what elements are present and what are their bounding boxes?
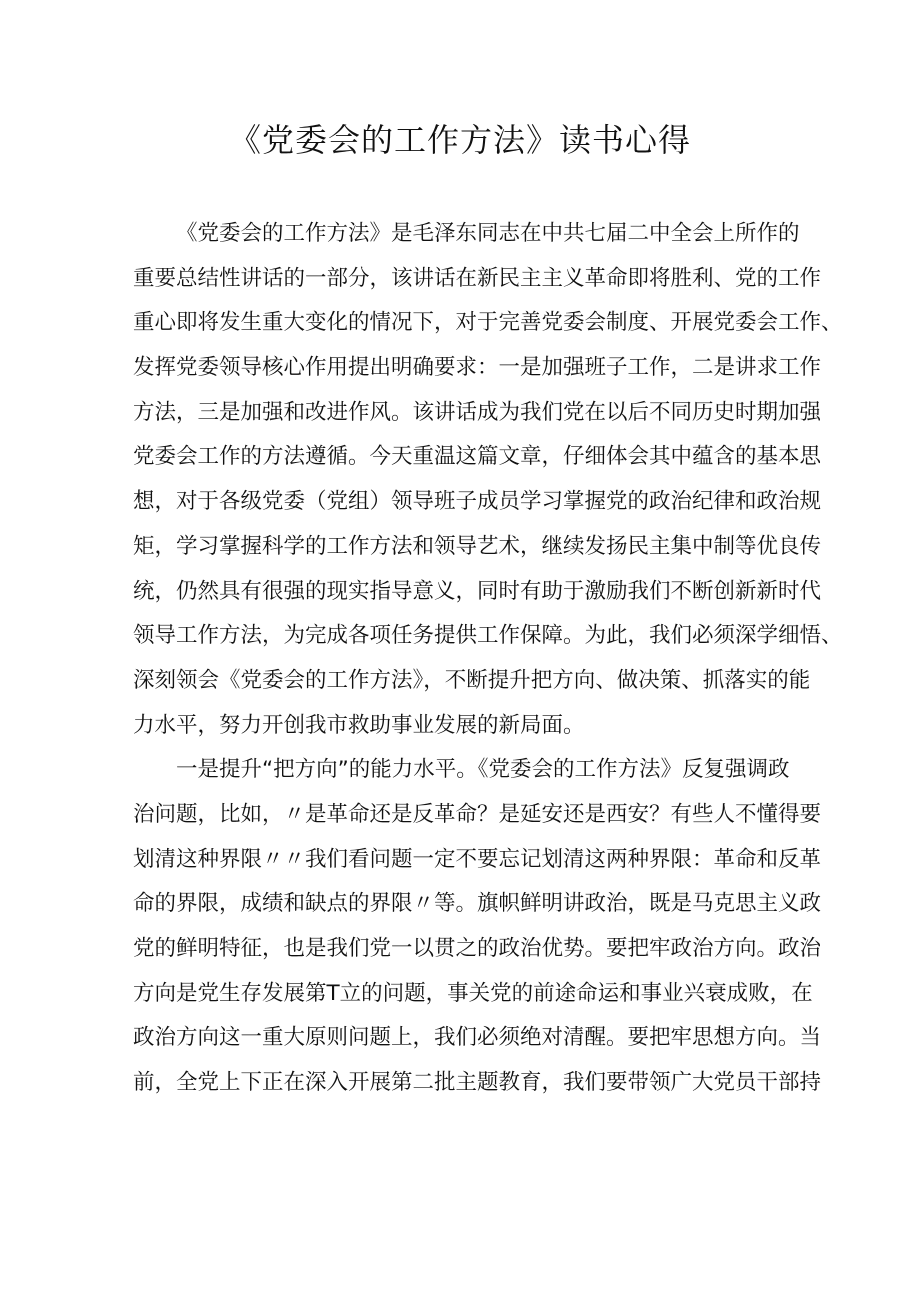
- paragraph-line: 深刻领会《党委会的工作方法》，不断提升把方向、做决策、抓落实的能: [133, 667, 811, 693]
- paragraph-line: 一是提升“把方向”的能力水平。《党委会的工作方法》反复强调政: [176, 757, 790, 783]
- paragraph-line: 政治方向这一重大原则问题上，我们必须绝对清醒。要把牢思想方向。当: [133, 1025, 822, 1051]
- paragraph-line: 矩，学习掌握科学的工作方法和领导艺术，继续发扬民主集中制等优良传: [133, 533, 822, 559]
- paragraph-line: 统，仍然具有很强的现实指导意义，同时有助于激励我们不断创新新时代: [133, 578, 822, 604]
- paragraph-line: 发挥党委领导核心作用提出明确要求：一是加强班子工作，二是讲求工作: [133, 355, 822, 381]
- paragraph-line: 《党委会的工作方法》是毛泽东同志在中共七届二中全会上所作的: [176, 221, 800, 246]
- paragraph-line: 划清这种界限〃〃我们看问题一定不要忘记划清这两种界限：革命和反革: [133, 846, 822, 872]
- paragraph-line: 重心即将发生重大变化的情况下，对于完善党委会制度、开展党委会工作、: [133, 310, 843, 336]
- paragraph-line: 领导工作方法，为完成各项任务提供工作保障。为此，我们必须深学细悟、: [133, 623, 843, 649]
- paragraph-line: 党的鲜明特征，也是我们党一以贯之的政治优势。要把牢政治方向。政治: [133, 936, 822, 961]
- paragraph-line: 前，全党上下正在深入开展第二批主题教育，我们要带领广大党员干部持: [133, 1070, 822, 1096]
- paragraph-line: 方法，三是加强和改进作风。该讲话成为我们党在以后不同历史时期加强: [133, 399, 822, 425]
- document-body: [133, 212, 843, 1106]
- paragraph-2: [133, 748, 822, 1106]
- paragraph-line: 重要总结性讲话的一部分，该讲话在新民主主义革命即将胜利、党的工作: [133, 265, 822, 291]
- paragraph-line: 想，对于各级党委（党组）领导班子成员学习掌握党的政治纪律和政治规: [133, 489, 822, 515]
- paragraph-line: 力水平，努力开创我市救助事业发展的新局面。: [133, 712, 585, 738]
- paragraph-line: 治问题，比如，〃是革命还是反革命？是延安还是西安？有些人不懂得要: [133, 801, 822, 827]
- paragraph-1: [133, 212, 843, 748]
- paragraph-line: 党委会工作的方法遵循。今天重温这篇文章，仔细体会其中蕴含的基本思: [133, 444, 822, 470]
- document-title: 《党委会的工作方法》读书心得: [228, 121, 691, 159]
- paragraph-line: 命的界限，成绩和缺点的界限〃等。旗帜鲜明讲政治，既是马克思主义政: [133, 891, 822, 917]
- paragraph-line: 方向是党生存发展第T立的问题，事关党的前途命运和事业兴衰成败，在: [133, 980, 813, 1006]
